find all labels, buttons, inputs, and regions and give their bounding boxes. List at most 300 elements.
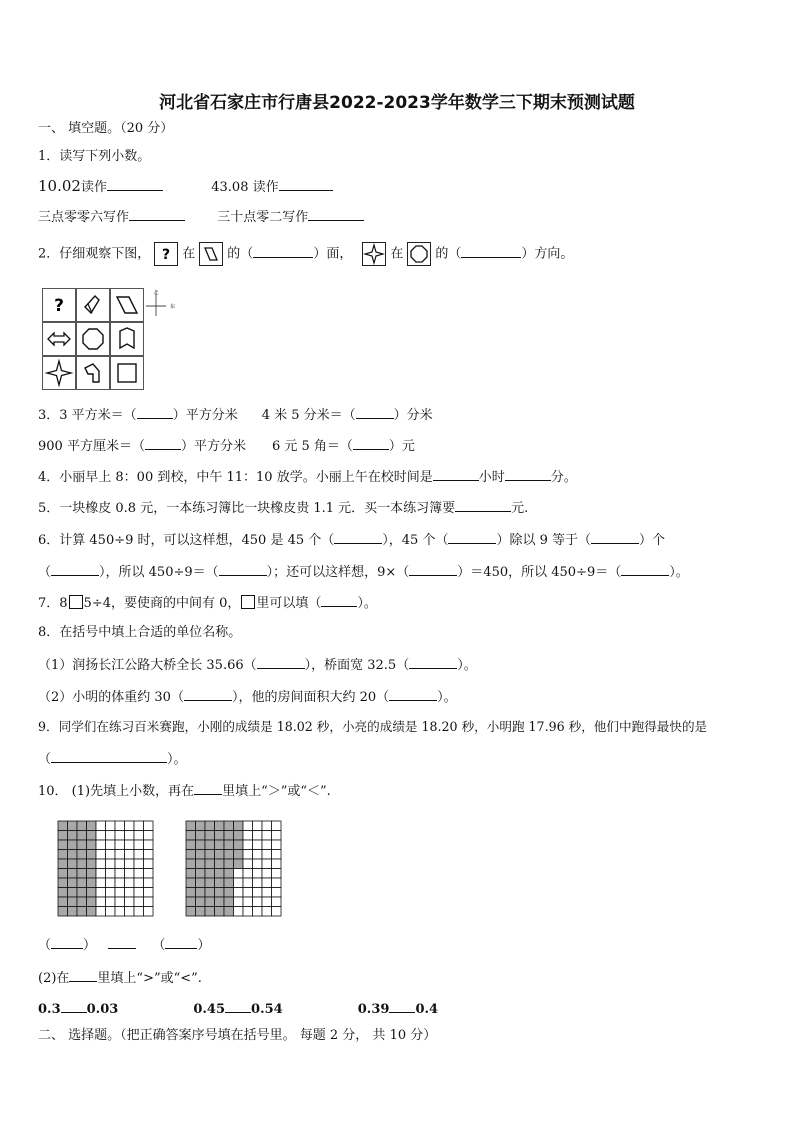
grid-cell-shaded (196, 850, 206, 860)
q10-c3a: 0.39 (357, 1002, 390, 1017)
q4-p1: 4．小丽早上 8：00 到校，中午 11：10 放学。小丽上午在校时间是 (38, 470, 433, 485)
grid-cell-shaded (186, 888, 196, 898)
grid-cell-shaded (224, 840, 234, 850)
grid-cell (125, 897, 135, 907)
q10-grid-compare-blank[interactable] (108, 935, 136, 949)
q10-grid2-blank[interactable] (165, 935, 197, 949)
grid-cell (144, 821, 154, 831)
grid-cell-shaded (58, 897, 68, 907)
grid-cell-shaded (68, 840, 78, 850)
grid-cell-shaded (224, 831, 234, 841)
tile-turn-shape-icon (76, 356, 110, 390)
q10-c2b: 0.54 (251, 1002, 283, 1017)
grid-cell-shaded (205, 840, 215, 850)
q10-part2-blank[interactable] (69, 968, 97, 982)
grid-cell-shaded (186, 831, 196, 841)
q10-answer-line (38, 935, 210, 955)
tile-pentagon-notch-icon (110, 322, 144, 356)
parallelogram-tile-icon (199, 242, 223, 266)
q6-blank-4[interactable] (51, 562, 99, 576)
q10-c3-blank[interactable] (389, 999, 415, 1013)
q10-br-2: ） (197, 938, 211, 953)
grid-cell-shaded (196, 831, 206, 841)
q6-line-2 (38, 562, 689, 582)
q10-compare-blank[interactable] (194, 781, 222, 795)
q10-c3b: 0.4 (415, 1002, 439, 1017)
q4-p2: 小时 (478, 470, 505, 485)
grid-cell (96, 907, 106, 917)
grid-cell (253, 840, 263, 850)
q6-p5: （ (38, 565, 52, 580)
grid-cell (144, 831, 154, 841)
grid-cell (243, 859, 253, 869)
q8-blank-3[interactable] (184, 687, 232, 701)
grid-cell (243, 878, 253, 888)
q1-b-num: 43.08 (211, 180, 249, 195)
grid-cell-shaded (215, 821, 225, 831)
grid-cell (234, 888, 244, 898)
q1-stem: 1．读写下列小数。 (38, 149, 151, 164)
grid-cell (262, 869, 272, 879)
grid-cell (272, 859, 282, 869)
q6-blank-5[interactable] (219, 562, 267, 576)
grid-cell (144, 907, 154, 917)
q7-digit-box[interactable] (69, 595, 83, 609)
grid-cell-shaded (215, 840, 225, 850)
grid-cell (243, 831, 253, 841)
grid-cell-shaded (205, 869, 215, 879)
grid-cell-shaded (205, 850, 215, 860)
grid-cell-shaded (87, 888, 97, 898)
q6-line-1 (38, 530, 665, 550)
q3-a-blank[interactable] (137, 405, 173, 419)
q9-line-1: 9．同学们在练习百米赛跑，小刚的成绩是 18.02 秒，小亮的成绩是 18.20 秒，小明跑 17.96 秒，他们中跑得最快的是 (38, 719, 708, 734)
grid-cell (96, 878, 106, 888)
q10-c1-blank[interactable] (61, 999, 87, 1013)
grid-cell (115, 907, 125, 917)
grid-cell (144, 897, 154, 907)
q4-minute-blank[interactable] (505, 467, 551, 481)
grid-cell-shaded (234, 840, 244, 850)
grid-cell (134, 888, 144, 898)
grid-cell (106, 907, 116, 917)
q4-line (38, 467, 577, 487)
q6-p8: ）＝450，所以 450÷9＝（ (457, 565, 622, 580)
grid-cell-shaded (224, 869, 234, 879)
hundred-grid-2-svg (185, 820, 282, 917)
grid-cell-shaded (77, 850, 87, 860)
q2-line (38, 242, 573, 267)
q3-c2: ）平方分米 (180, 439, 246, 454)
grid-cell (125, 859, 135, 869)
q2-zai-1: 在 (182, 246, 196, 262)
q3-b-blank[interactable] (356, 405, 394, 419)
grid-cell-shaded (68, 859, 78, 869)
q10-compare-row (38, 999, 438, 1019)
grid-cell-shaded (205, 831, 215, 841)
grid-cell-shaded (77, 897, 87, 907)
grid-cell-shaded (68, 831, 78, 841)
q4-p3: 分。 (550, 470, 577, 485)
grid-cell-shaded (186, 878, 196, 888)
grid-cell (262, 859, 272, 869)
q1-d-blank[interactable] (308, 207, 364, 221)
q10-grid1-blank[interactable] (51, 935, 83, 949)
q5-line (38, 498, 528, 518)
q10-p2: 里填上“＞”或“＜”. (222, 784, 331, 799)
grid-cell-shaded (196, 869, 206, 879)
q8-l2c: ）。 (437, 690, 457, 705)
grid-cell-shaded (186, 897, 196, 907)
q10-br-1: ） (83, 938, 97, 953)
grid-cell-shaded (205, 907, 215, 917)
q10-bl-1: （ (38, 938, 52, 953)
grid-cell (272, 840, 282, 850)
grid-cell-shaded (58, 888, 68, 898)
q3-c1: 900 平方厘米＝（ (38, 439, 145, 454)
q10-p2a: (2)在 (38, 971, 70, 986)
hundred-grid-1 (57, 820, 154, 917)
grid-cell (106, 888, 116, 898)
grid-cell-shaded (68, 821, 78, 831)
grid-cell-shaded (186, 869, 196, 879)
grid-cell (125, 821, 135, 831)
grid-cell (125, 878, 135, 888)
grid-cell (234, 878, 244, 888)
q6-p2: ），45 个（ (382, 533, 449, 548)
grid-cell-shaded (58, 831, 68, 841)
grid-cell (262, 850, 272, 860)
grid-cell (115, 859, 125, 869)
grid-cell (253, 821, 263, 831)
grid-cell (272, 821, 282, 831)
grid-cell-shaded (234, 831, 244, 841)
grid-cell (134, 869, 144, 879)
grid-cell-shaded (87, 859, 97, 869)
tile-question-icon (42, 288, 76, 322)
grid-cell (272, 897, 282, 907)
grid-cell-shaded (77, 840, 87, 850)
grid-cell (272, 869, 282, 879)
grid-cell (134, 907, 144, 917)
grid-cell (115, 831, 125, 841)
q6-blank-3[interactable] (591, 530, 639, 544)
grid-cell (253, 869, 263, 879)
compass-icon (144, 288, 176, 320)
tile-folded-shape-icon (76, 288, 110, 322)
q6-p3: ）除以 9 等于（ (496, 533, 591, 548)
grid-cell (253, 859, 263, 869)
octagon-tile-icon (407, 242, 431, 266)
q5-p2: 元. (511, 501, 529, 516)
tile-star-icon (42, 356, 76, 390)
grid-cell (234, 907, 244, 917)
grid-cell-shaded (77, 878, 87, 888)
q1-c-blank[interactable] (129, 207, 185, 221)
grid-cell (234, 897, 244, 907)
tile-square-icon (110, 356, 144, 390)
grid-cell (106, 897, 116, 907)
grid-cell (144, 869, 154, 879)
section-1-heading: 一、 填空题。（20 分） (38, 121, 174, 136)
q6-blank-7[interactable] (621, 562, 669, 576)
q1-a-num: 10.02 (38, 177, 81, 195)
grid-cell (115, 897, 125, 907)
grid-cell (243, 897, 253, 907)
q9-p2: （ (38, 752, 52, 767)
grid-cell (125, 850, 135, 860)
grid-cell (106, 831, 116, 841)
grid-cell (272, 888, 282, 898)
grid-cell (125, 831, 135, 841)
q6-p1: 6．计算 450÷9 时，可以这样想，450 是 45 个（ (38, 533, 335, 548)
grid-cell-shaded (196, 840, 206, 850)
grid-cell-shaded (196, 888, 206, 898)
q8-l1a: （1）润扬长江公路大桥全长 35.66（ (38, 658, 257, 673)
grid-cell-shaded (186, 840, 196, 850)
grid-cell-shaded (224, 878, 234, 888)
grid-cell-shaded (186, 821, 196, 831)
grid-cell-shaded (215, 869, 225, 879)
grid-cell-shaded (87, 897, 97, 907)
grid-cell (106, 859, 116, 869)
grid-cell (243, 850, 253, 860)
grid-cell-shaded (68, 878, 78, 888)
grid-cell (106, 878, 116, 888)
q3-line-1 (38, 405, 433, 425)
q8-line-1 (38, 655, 477, 675)
hundred-grid-1-svg (57, 820, 154, 917)
grid-cell-shaded (215, 878, 225, 888)
grid-cell-shaded (234, 821, 244, 831)
grid-cell-shaded (215, 888, 225, 898)
q1-line-2 (38, 207, 364, 227)
grid-cell-shaded (215, 907, 225, 917)
grid-cell (96, 821, 106, 831)
compass-north: 北 (153, 290, 159, 296)
grid-cell-shaded (87, 869, 97, 879)
grid-cell (125, 869, 135, 879)
q3-d-blank[interactable] (353, 436, 389, 450)
grid-cell (134, 831, 144, 841)
grid-cell-shaded (77, 869, 87, 879)
grid-cell (106, 821, 116, 831)
grid-cell-shaded (58, 840, 68, 850)
grid-cell (272, 878, 282, 888)
grid-cell (144, 850, 154, 860)
q10-bl-2: （ (152, 938, 166, 953)
q6-blank-1[interactable] (334, 530, 382, 544)
grid-cell (253, 831, 263, 841)
q3-c-blank[interactable] (145, 436, 181, 450)
grid-cell (96, 869, 106, 879)
q1-b-blank[interactable] (279, 177, 333, 191)
tile-double-arrow-icon (42, 322, 76, 356)
grid-cell (96, 897, 106, 907)
tile-qmark: ? (54, 296, 64, 316)
q5-p1: 5．一块橡皮 0.8 元，一本练习簿比一块橡皮贵 1.1 元．买一本练习簿要 (38, 501, 456, 516)
grid-cell (115, 840, 125, 850)
q6-p9: ）。 (669, 565, 689, 580)
q2-de-1: 的（ (227, 246, 254, 262)
grid-cell (262, 821, 272, 831)
grid-cell-shaded (77, 888, 87, 898)
grid-cell (234, 869, 244, 879)
q2-de-2: 的（ (435, 246, 462, 262)
grid-cell (262, 831, 272, 841)
q2-blank-2[interactable] (461, 244, 521, 258)
q3-line-2 (38, 436, 415, 456)
grid-cell-shaded (58, 821, 68, 831)
grid-cell-shaded (196, 859, 206, 869)
grid-cell (134, 850, 144, 860)
grid-cell (243, 821, 253, 831)
q8-l1b: ），桥面宽 32.5（ (304, 658, 410, 673)
grid-cell-shaded (87, 821, 97, 831)
q1-d-text: 三十点零二写作 (217, 210, 309, 225)
grid-cell (253, 907, 263, 917)
grid-cell (253, 888, 263, 898)
grid-cell-shaded (196, 821, 206, 831)
q10-c2a: 0.45 (193, 1002, 226, 1017)
grid-cell (134, 878, 144, 888)
grid-cell (96, 831, 106, 841)
q6-blank-2[interactable] (448, 530, 496, 544)
grid-cell (253, 850, 263, 860)
grid-cell (106, 869, 116, 879)
grid-cell-shaded (68, 869, 78, 879)
grid-cell (144, 840, 154, 850)
q1-a-blank[interactable] (107, 177, 163, 191)
grid-cell-shaded (77, 859, 87, 869)
grid-cell (262, 840, 272, 850)
grid-cell-shaded (87, 907, 97, 917)
grid-cell-shaded (186, 850, 196, 860)
q7-line (38, 593, 377, 613)
q10-part2-line (38, 968, 202, 988)
grid-cell (243, 907, 253, 917)
q7-blank[interactable] (321, 593, 357, 607)
q8-stem: 8．在括号中填上合适的单位名称。 (38, 625, 242, 640)
grid-cell-shaded (205, 888, 215, 898)
grid-cell-shaded (87, 850, 97, 860)
grid-cell-shaded (58, 907, 68, 917)
grid-cell (115, 821, 125, 831)
q10-p2b: 里填上“>”或“<”. (97, 971, 202, 986)
grid-cell-shaded (68, 897, 78, 907)
q10-p1: 10． (1)先填上小数，再在 (38, 784, 195, 799)
grid-cell-shaded (68, 907, 78, 917)
q2-stem: 2．仔细观察下图， (38, 246, 151, 262)
grid-cell (96, 850, 106, 860)
grid-cell-shaded (186, 907, 196, 917)
q6-p7: ）；还可以这样想，9×（ (266, 565, 410, 580)
grid-cell (115, 888, 125, 898)
q9-p3: ）。 (167, 752, 187, 767)
grid-cell-shaded (87, 840, 97, 850)
tile-octagon-icon (76, 322, 110, 356)
grid-cell (125, 888, 135, 898)
grid-cell-shaded (58, 869, 68, 879)
grid-cell (134, 821, 144, 831)
q10-c2-blank[interactable] (225, 999, 251, 1013)
grid-cell (272, 831, 282, 841)
grid-cell (243, 840, 253, 850)
grid-cell (262, 878, 272, 888)
grid-cell (115, 869, 125, 879)
q6-blank-6[interactable] (409, 562, 457, 576)
grid-cell-shaded (215, 859, 225, 869)
grid-cell (106, 840, 116, 850)
grid-cell-shaded (68, 888, 78, 898)
q6-p6: ），所以 450÷9＝（ (99, 565, 219, 580)
grid-cell-shaded (215, 831, 225, 841)
q10-c1b: 0.03 (86, 1002, 119, 1017)
grid-cell-shaded (224, 907, 234, 917)
q9-line-2 (38, 749, 187, 769)
q3-d1: 6 元 5 角＝（ (271, 439, 353, 454)
q10-c1a: 0.3 (38, 1002, 61, 1017)
grid-cell-shaded (196, 878, 206, 888)
q8-blank-4[interactable] (389, 687, 437, 701)
q1-b-text: 读作 (252, 180, 279, 195)
grid-cell-shaded (234, 850, 244, 860)
q8-blank-1[interactable] (257, 655, 305, 669)
q10-line-1 (38, 781, 331, 801)
grid-cell-shaded (87, 878, 97, 888)
q7-p3: 里可以填（ (256, 596, 322, 611)
grid-cell (125, 840, 135, 850)
q4-hour-blank[interactable] (433, 467, 479, 481)
grid-cell-shaded (205, 821, 215, 831)
grid-cell-shaded (215, 850, 225, 860)
grid-cell-shaded (224, 888, 234, 898)
grid-cell-shaded (77, 907, 87, 917)
grid-cell-shaded (196, 897, 206, 907)
grid-cell (125, 907, 135, 917)
grid-cell-shaded (224, 850, 234, 860)
compass-east: 东 (170, 304, 176, 310)
q5-blank[interactable] (455, 498, 511, 512)
grid-cell (253, 878, 263, 888)
q2-zai-2: 在 (390, 246, 404, 262)
q8-line-2 (38, 687, 457, 707)
grid-cell-shaded (196, 907, 206, 917)
grid-cell (262, 897, 272, 907)
q3-a2: ）平方分米 (172, 408, 238, 423)
grid-cell (96, 859, 106, 869)
grid-cell (262, 888, 272, 898)
grid-cell-shaded (205, 878, 215, 888)
grid-cell (243, 888, 253, 898)
grid-cell-shaded (234, 859, 244, 869)
q2-blank-1[interactable] (253, 244, 313, 258)
grid-cell (272, 907, 282, 917)
q8-blank-2[interactable] (409, 655, 457, 669)
q9-blank[interactable] (51, 749, 167, 763)
page-title: 河北省石家庄市行唐县2022-2023学年数学三下期末预测试题 (159, 93, 635, 113)
grid-cell (272, 850, 282, 860)
grid-cell (144, 859, 154, 869)
grid-cell-shaded (58, 878, 68, 888)
grid-cell-shaded (77, 831, 87, 841)
grid-cell (106, 850, 116, 860)
q1-c-text: 三点零零六写作 (38, 210, 130, 225)
grid-cell-shaded (77, 821, 87, 831)
grid-cell (115, 850, 125, 860)
grid-cell-shaded (87, 831, 97, 841)
grid-cell-shaded (224, 859, 234, 869)
